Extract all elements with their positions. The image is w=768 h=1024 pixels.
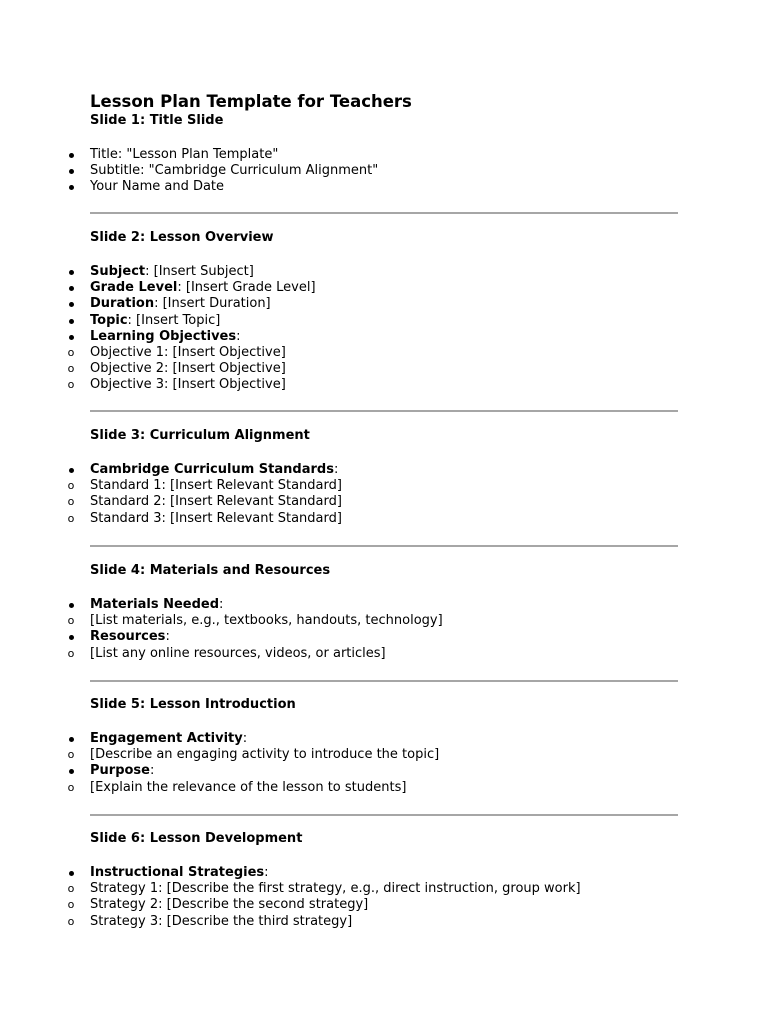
list-item-value: Title: "Lesson Plan Template" xyxy=(90,147,279,162)
list-item-value: [List materials, e.g., textbooks, handouts, technology] xyxy=(90,613,443,629)
list-item-value: [List any online resources, videos, or articles] xyxy=(90,645,386,661)
circle-bullet-icon: o xyxy=(67,748,75,762)
list-item xyxy=(0,646,768,662)
list-item-text xyxy=(90,313,220,329)
list-item-text xyxy=(90,296,271,312)
list-item-value: Standard 1: [Insert Relevant Standard] xyxy=(90,478,342,494)
bullet-icon xyxy=(64,296,78,307)
list-item-text xyxy=(90,345,286,361)
list-item-label: Purpose xyxy=(90,763,150,779)
list-item xyxy=(0,280,768,296)
list-item-label: Subject xyxy=(90,264,146,279)
list-item-text xyxy=(90,147,278,163)
circle-bullet-icon: o xyxy=(67,646,75,660)
list-item xyxy=(0,511,768,527)
list-item xyxy=(0,462,768,478)
circle-bullet-icon: o xyxy=(67,614,75,628)
list-item-label: Grade Level xyxy=(90,280,178,296)
list-item-text xyxy=(90,280,316,296)
list-item xyxy=(0,313,768,329)
section-divider xyxy=(90,680,678,682)
list-item-text xyxy=(90,613,443,629)
section-divider xyxy=(90,212,678,214)
list-item-value: [Describe an engaging activity to introduce the topic] xyxy=(90,747,440,763)
list-item xyxy=(0,345,768,361)
list-item-text xyxy=(90,897,368,913)
list-item-value: Objective 2: [Insert Objective] xyxy=(90,361,286,377)
bullet-icon xyxy=(64,865,78,876)
list-item xyxy=(0,914,768,930)
list-item-text xyxy=(90,494,342,510)
list-item-value: Standard 2: [Insert Relevant Standard] xyxy=(90,494,342,510)
list-item-text xyxy=(90,329,241,345)
list-item-text xyxy=(90,763,154,779)
list-item-text xyxy=(90,163,378,179)
list-item-label: Engagement Activity xyxy=(90,731,243,746)
list-item-text xyxy=(90,865,269,881)
list-item-text xyxy=(90,780,406,796)
bullet-icon xyxy=(64,147,78,158)
list-item xyxy=(0,865,768,881)
list-item-value: Strategy 3: [Describe the third strategy] xyxy=(90,913,353,929)
circle-bullet-icon: o xyxy=(67,362,75,376)
bullet-icon xyxy=(64,179,78,190)
list-item xyxy=(0,897,768,913)
circle-bullet-icon: o xyxy=(67,914,75,928)
list-item-label: Topic xyxy=(90,312,128,328)
list-item xyxy=(0,597,768,613)
list-item-text xyxy=(90,629,170,645)
bullet-icon xyxy=(64,264,78,275)
list-item-text xyxy=(90,747,439,763)
section-heading: Slide 6: Lesson Development xyxy=(90,831,303,846)
list-item-label: Instructional Strategies xyxy=(90,865,265,880)
list-item-label: Cambridge Curriculum Standards xyxy=(90,462,334,477)
list-item xyxy=(0,780,768,796)
list-item-text xyxy=(90,361,286,377)
list-item-text xyxy=(90,179,224,195)
circle-bullet-icon: o xyxy=(67,495,75,509)
circle-bullet-icon: o xyxy=(67,479,75,493)
list-item xyxy=(0,747,768,763)
list-item-text xyxy=(90,731,247,747)
list-item xyxy=(0,763,768,779)
list-item xyxy=(0,881,768,897)
list-item-value: : [Insert Duration] xyxy=(154,296,271,312)
section-heading: Slide 3: Curriculum Alignment xyxy=(90,428,310,443)
section-divider xyxy=(90,814,678,816)
list-item xyxy=(0,264,768,280)
list-item-value: : xyxy=(236,328,241,344)
section-divider xyxy=(90,410,678,412)
bullet-icon xyxy=(64,629,78,640)
section-heading: Slide 2: Lesson Overview xyxy=(90,230,274,245)
list-item-value: : xyxy=(333,462,339,477)
list-item xyxy=(0,478,768,494)
list-item-text xyxy=(90,377,286,393)
list-item-value: : xyxy=(219,597,224,612)
section-divider xyxy=(90,545,678,547)
list-item xyxy=(0,494,768,510)
list-item-value: : xyxy=(264,865,269,880)
list-item xyxy=(0,629,768,645)
list-item-label: Duration xyxy=(90,296,155,312)
list-item-text xyxy=(90,511,342,527)
bullet-icon xyxy=(64,597,78,608)
list-item-text xyxy=(90,462,338,478)
bullet-icon xyxy=(64,329,78,340)
list-item-value: Your Name and Date xyxy=(90,179,225,195)
bullet-icon xyxy=(64,163,78,174)
list-item-value: : [Insert Subject] xyxy=(145,264,254,279)
bullet-icon xyxy=(64,313,78,324)
list-item-value: Strategy 2: [Describe the second strategy] xyxy=(90,897,369,913)
list-item-value: Standard 3: [Insert Relevant Standard] xyxy=(90,510,342,526)
circle-bullet-icon: o xyxy=(67,780,75,794)
section-heading: Slide 4: Materials and Resources xyxy=(90,563,331,578)
list-item-text xyxy=(90,646,386,662)
list-item-value: : [Insert Topic] xyxy=(127,312,221,328)
list-item-text xyxy=(90,478,342,494)
list-item-value: Strategy 1: [Describe the first strategy, e.g., direct instruction, group work] xyxy=(90,881,581,897)
list-item-text xyxy=(90,914,352,930)
circle-bullet-icon: o xyxy=(67,346,75,359)
list-item-value: : xyxy=(165,629,170,645)
list-item-label: Materials Needed xyxy=(90,597,220,612)
list-item xyxy=(0,613,768,629)
circle-bullet-icon: o xyxy=(67,511,75,525)
list-item-value: Objective 3: [Insert Objective] xyxy=(90,377,286,393)
section-heading: Slide 1: Title Slide xyxy=(90,113,224,128)
list-item-value: : xyxy=(150,763,155,779)
list-item-value: [Explain the relevance of the lesson to students] xyxy=(90,779,407,795)
list-item-value: : xyxy=(242,731,248,746)
bullet-icon xyxy=(64,731,78,742)
list-item-value: : [Insert Grade Level] xyxy=(177,280,316,296)
list-item-label: Learning Objectives xyxy=(90,328,237,344)
section-heading: Slide 5: Lesson Introduction xyxy=(90,697,296,712)
list-item-value: Objective 1: [Insert Objective] xyxy=(90,345,286,360)
bullet-icon xyxy=(64,462,78,473)
list-item xyxy=(0,147,768,163)
circle-bullet-icon: o xyxy=(67,898,75,912)
list-item-text xyxy=(90,264,254,280)
bullet-icon xyxy=(64,280,78,291)
list-item xyxy=(0,361,768,377)
bullet-icon xyxy=(64,763,78,774)
list-item xyxy=(0,163,768,179)
circle-bullet-icon: o xyxy=(67,882,75,896)
list-item-text xyxy=(90,881,581,897)
list-item xyxy=(0,377,768,393)
list-item xyxy=(0,179,768,195)
circle-bullet-icon: o xyxy=(67,378,75,392)
document-title: Lesson Plan Template for Teachers xyxy=(90,92,412,111)
list-item-text xyxy=(90,597,223,613)
list-item xyxy=(0,329,768,345)
list-item-label: Resources xyxy=(90,629,166,645)
list-item xyxy=(0,296,768,312)
list-item xyxy=(0,731,768,747)
list-item-value: Subtitle: "Cambridge Curriculum Alignment" xyxy=(90,163,379,179)
